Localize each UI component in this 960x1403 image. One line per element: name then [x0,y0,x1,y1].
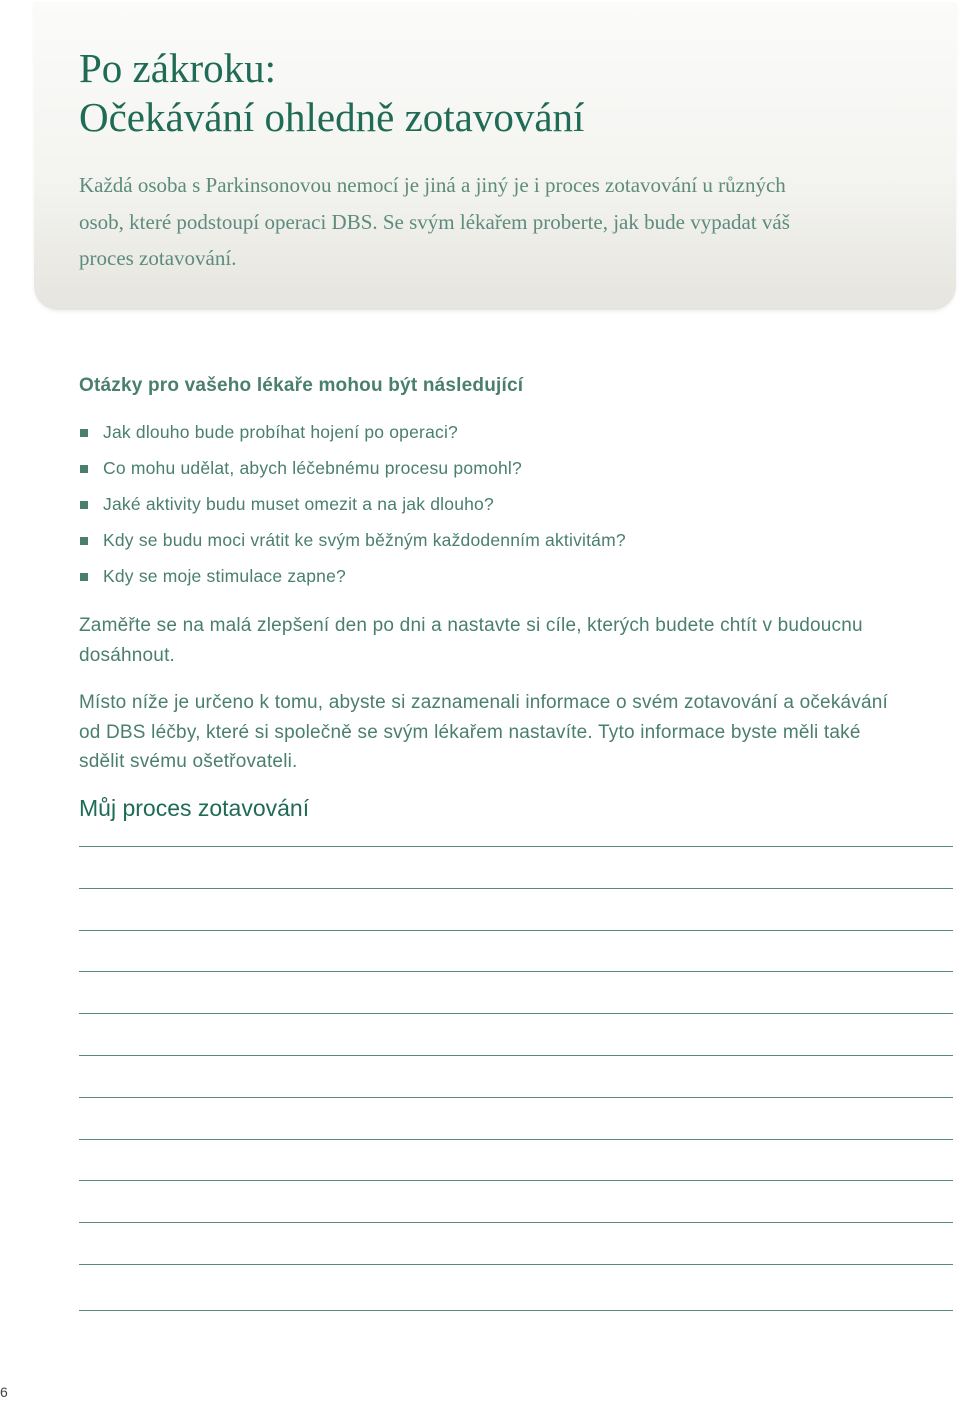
goals-line-1: Zaměřte se na malá zlepšení den po dni a nastavte si cíle, kterých budete chtít v budoucnu [79,615,863,636]
list-item [79,418,626,454]
page-title-line-2: Očekávání ohledně zotavování [79,94,585,140]
goals-paragraph [79,611,863,670]
writing-line[interactable] [79,1180,953,1181]
writing-line[interactable] [79,1222,953,1223]
writing-line[interactable] [79,930,953,931]
notes-instruction-paragraph [79,688,888,777]
page-number: 6 [0,1384,8,1400]
writing-line[interactable] [79,888,953,889]
writing-line[interactable] [79,1264,953,1265]
notes-line-2: od DBS léčby, které si společně se svým lékařem nastavíte. Tyto informace byste měli také [79,721,861,743]
questions-list [79,418,626,598]
questions-heading: Otázky pro vašeho lékaře mohou být následující [79,375,524,396]
square-bullet-icon [80,429,88,437]
page-title [79,44,584,142]
square-bullet-icon [80,501,88,509]
writing-line[interactable] [79,1055,953,1056]
square-bullet-icon [80,465,88,473]
notes-line-1: Místo níže je určeno k tomu, abyste si zaznamenali informace o svém zotavování a očekávání [79,692,888,713]
list-item-text: Kdy se budu moci vrátit ke svým běžným každodenním aktivitám? [103,530,626,550]
writing-line[interactable] [79,1097,953,1098]
writing-line[interactable] [79,971,953,972]
writing-line[interactable] [79,1013,953,1014]
intro-line-2: osob, které podstoupí operaci DBS. Se svým lékařem proberte, jak bude vypadat váš [79,209,790,234]
page-title-line-1: Po zákroku: [79,45,276,91]
goals-line-2: dosáhnout. [79,644,176,666]
intro-line-1: Každá osoba s Parkinsonovou nemocí je jiná a jiný je i proces zotavování u různých [79,173,786,197]
list-item [79,454,626,490]
list-item [79,526,626,562]
intro-paragraph [79,167,939,277]
list-item-text: Co mohu udělat, abych léčebnému procesu pomohl? [103,458,522,478]
list-item-text: Jak dlouho bude probíhat hojení po operaci? [103,422,458,442]
intro-line-3: proces zotavování. [79,246,237,270]
section-title: Můj proces zotavování [79,795,310,821]
writing-line[interactable] [79,1139,953,1140]
list-item-text: Kdy se moje stimulace zapne? [103,566,346,586]
writing-line[interactable] [79,1310,953,1311]
notes-line-3: sdělit svému ošetřovateli. [79,751,298,772]
list-item-text: Jaké aktivity budu muset omezit a na jak dlouho? [103,494,494,514]
list-item [79,490,626,526]
square-bullet-icon [80,573,88,581]
list-item [79,562,626,598]
writing-line[interactable] [79,846,953,847]
square-bullet-icon [80,537,88,545]
